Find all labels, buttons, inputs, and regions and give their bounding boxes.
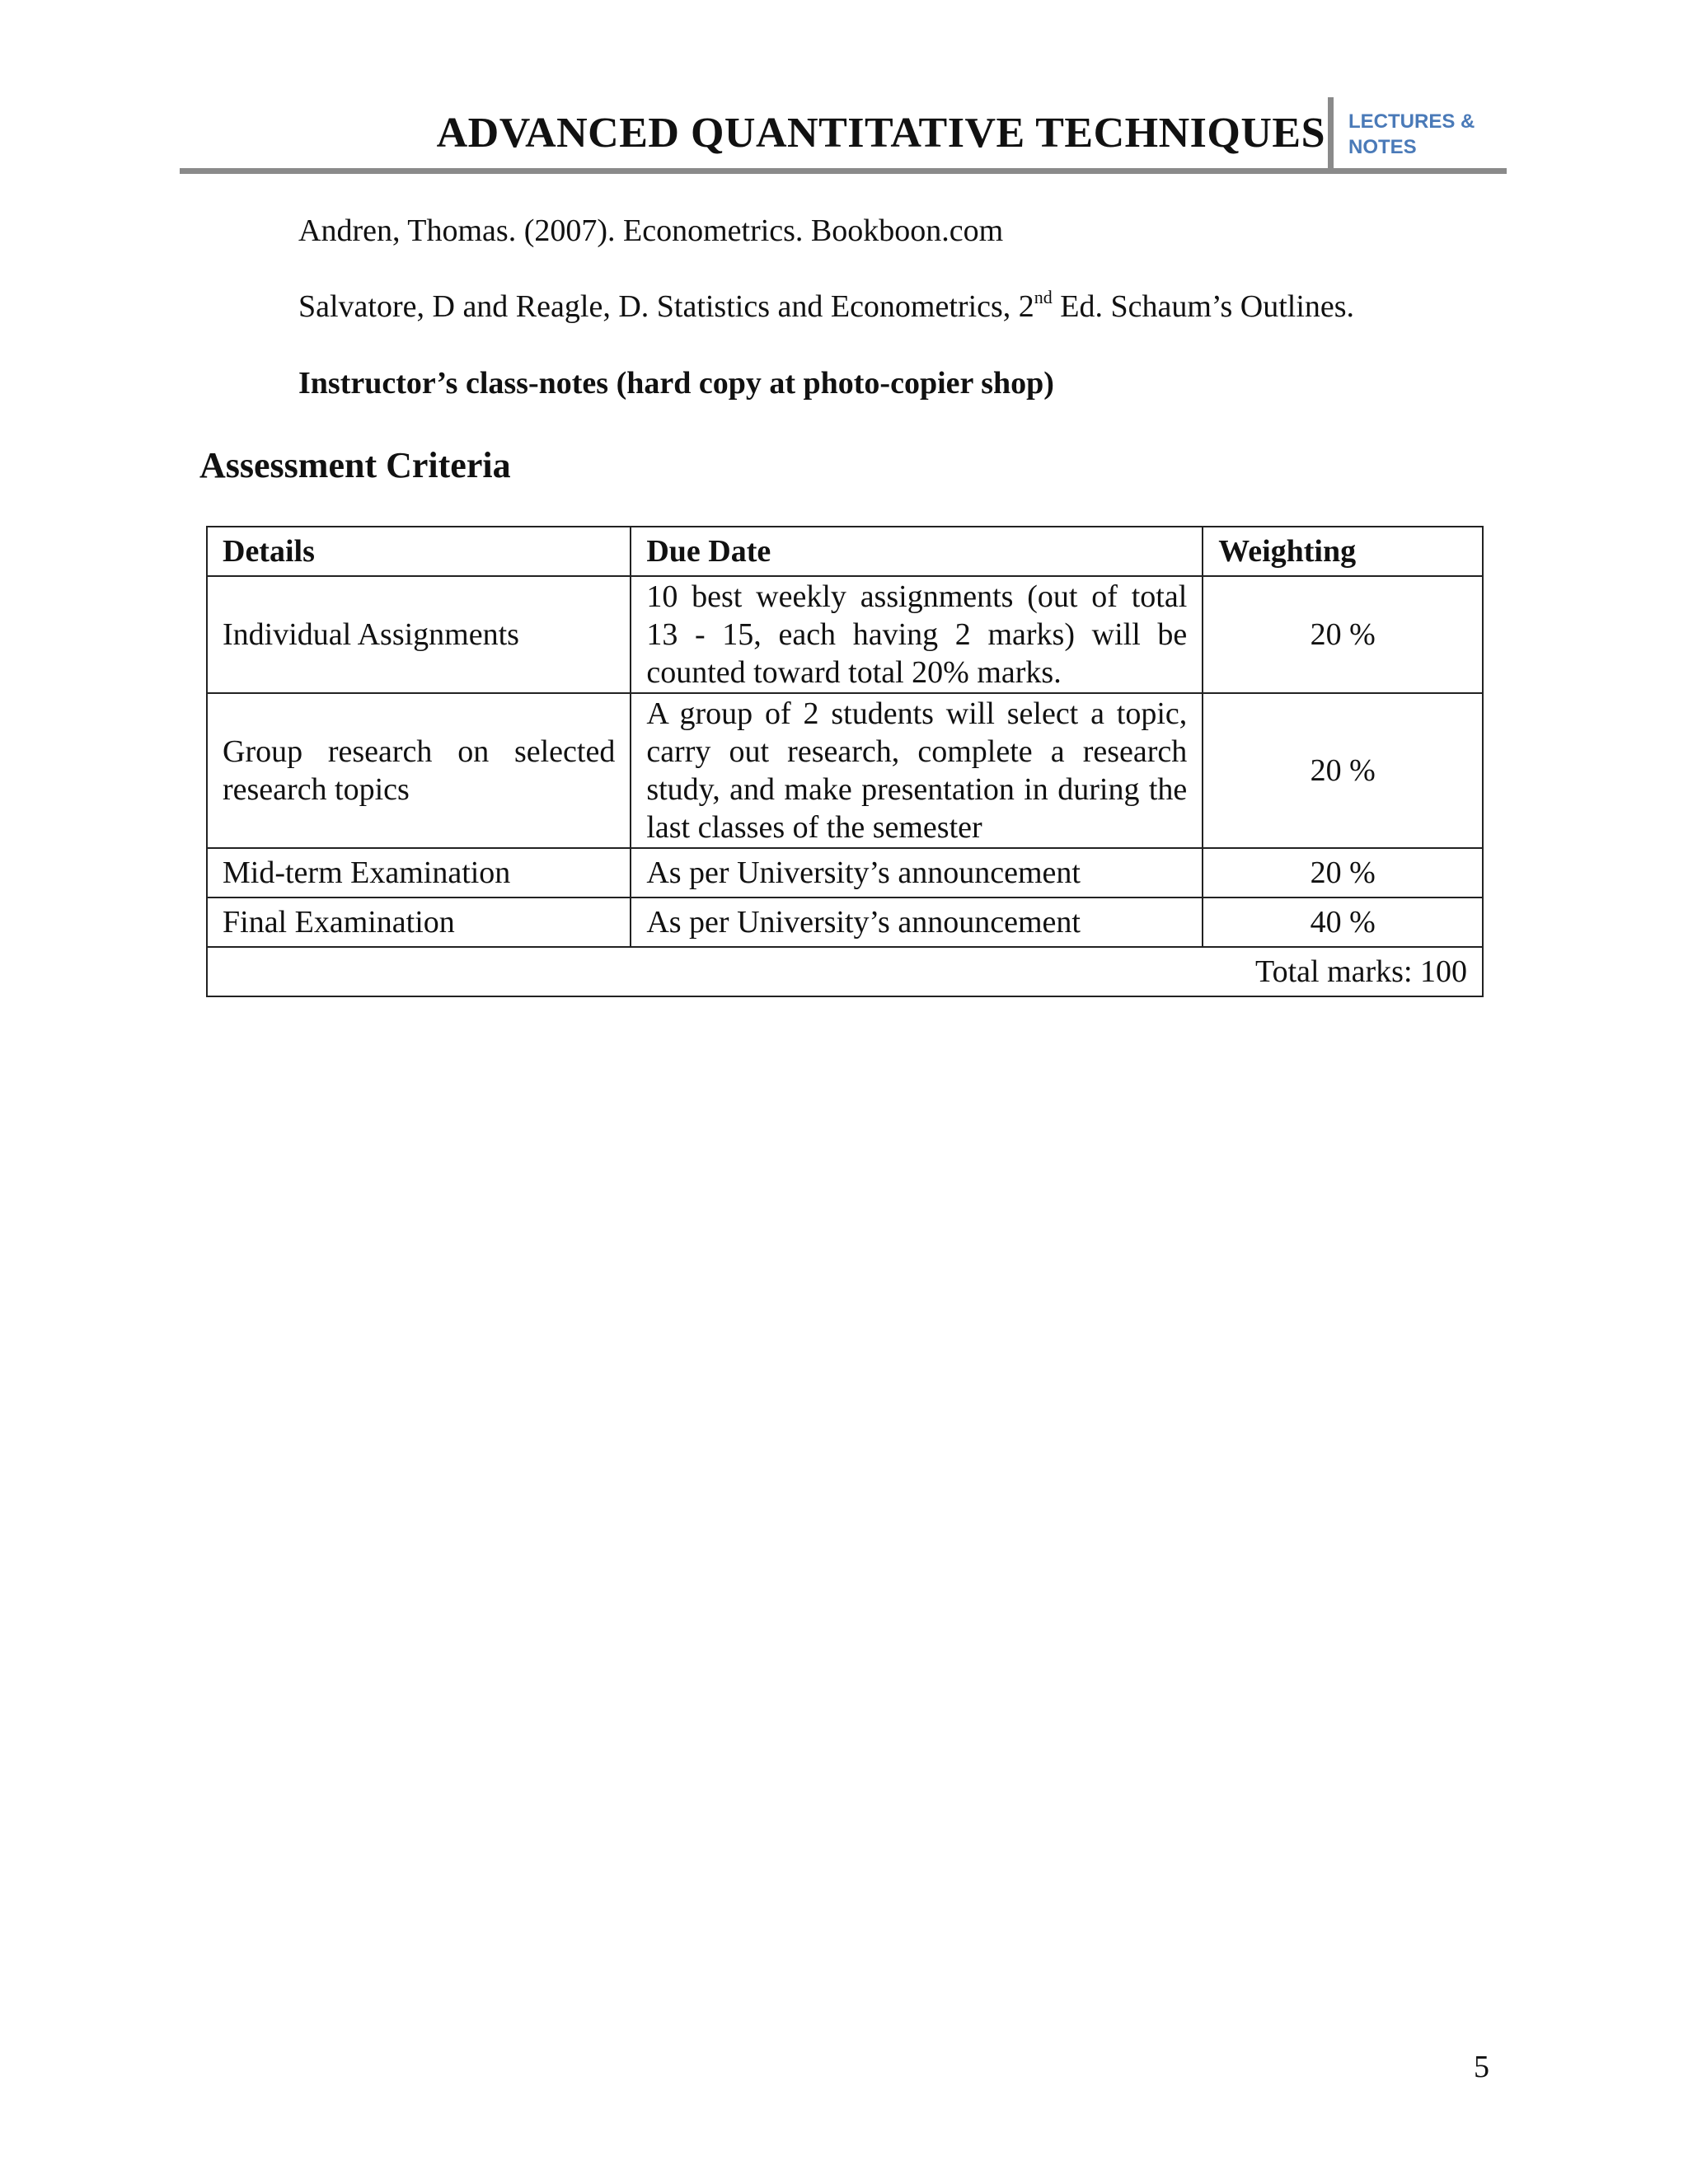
reference-salvatore — [298, 288, 1354, 325]
header-tag-line1: LECTURES & — [1348, 110, 1475, 133]
header-details: Details — [207, 527, 631, 576]
table-row — [207, 576, 1483, 693]
row-details: Individual Assignments — [207, 576, 631, 693]
row-details: Mid-term Examination — [207, 848, 631, 898]
reference-salvatore-text: Salvatore, D and Reagle, D. Statistics and Econometrics, 2 — [298, 289, 1034, 324]
row-due-date: As per University’s announcement — [631, 898, 1203, 947]
assessment-table — [206, 526, 1484, 997]
reference-andren: Andren, Thomas. (2007). Econometrics. Bookboon.com — [298, 213, 1004, 248]
row-details: Final Examination — [207, 898, 631, 947]
row-weighting: 20 % — [1203, 693, 1483, 848]
table-row — [207, 898, 1483, 947]
table-row — [207, 848, 1483, 898]
page-header — [180, 97, 1507, 173]
table-total-row — [207, 947, 1483, 996]
header-due-date: Due Date — [631, 527, 1203, 576]
row-due-date: As per University’s announcement — [631, 848, 1203, 898]
row-details: Group research on selected research topics — [207, 693, 631, 848]
reference-class-notes: Instructor’s class-notes (hard copy at photo-copier shop) — [298, 366, 1054, 401]
row-weighting: 20 % — [1203, 848, 1483, 898]
total-marks: Total marks: 100 — [207, 947, 1483, 996]
header-weighting: Weighting — [1203, 527, 1483, 576]
row-weighting: 20 % — [1203, 576, 1483, 693]
table-header-row — [207, 527, 1483, 576]
header-tag-line2: NOTES — [1348, 136, 1417, 158]
table-row — [207, 693, 1483, 848]
row-weighting: 40 % — [1203, 898, 1483, 947]
reference-salvatore-text-end: Ed. Schaum’s Outlines. — [1052, 289, 1355, 324]
header-rule — [180, 168, 1507, 174]
row-due-date: 10 best weekly assignments (out of total 13 - 15, each having 2 marks) will be counted toward total 20% marks. — [631, 576, 1203, 693]
header-title: ADVANCED QUANTITATIVE TECHNIQUES — [436, 110, 1325, 157]
reference-salvatore-superscript: nd — [1034, 287, 1053, 307]
section-heading: Assessment Criteria — [199, 445, 511, 485]
header-tag — [1348, 109, 1475, 160]
page-number: 5 — [1474, 2050, 1489, 2084]
row-due-date: A group of 2 students will select a topic, carry out research, complete a research study, and make presentation in during the last classes of the semester — [631, 693, 1203, 848]
header-divider — [1328, 97, 1334, 170]
